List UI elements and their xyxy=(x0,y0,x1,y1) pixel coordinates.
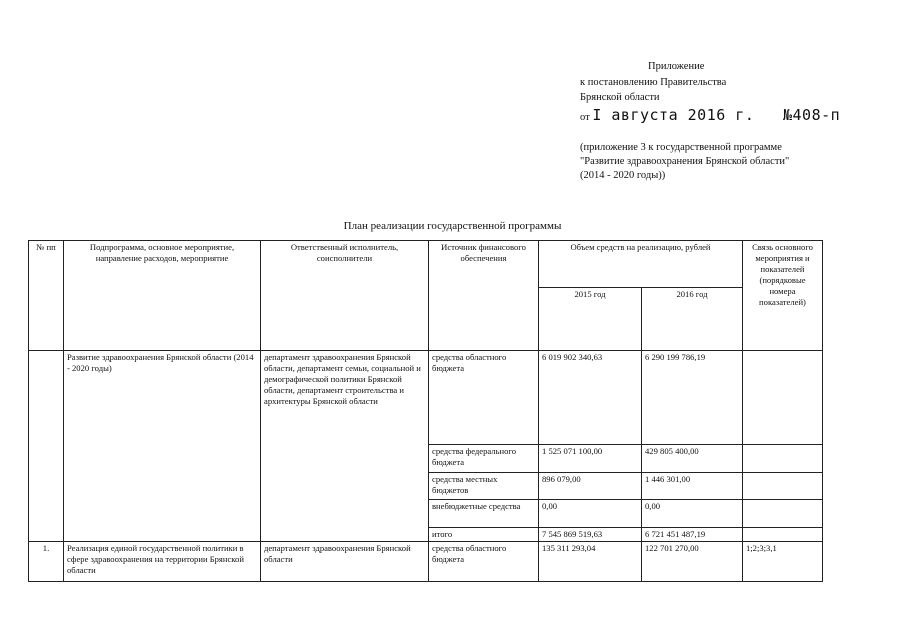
header-num: № пп xyxy=(29,241,64,351)
indicator-cell xyxy=(743,528,823,542)
amount-2016-total: 6 721 451 487,19 xyxy=(642,528,743,542)
note-line-1: (приложение 3 к государственной программе xyxy=(580,142,782,153)
amount-2015: 0,00 xyxy=(539,500,642,528)
amount-2015-total: 7 545 869 519,63 xyxy=(539,528,642,542)
header-subprogram: Подпрограмма, основное мероприятие, направление расходов, мероприятие xyxy=(64,241,261,351)
amount-2015: 135 311 293,04 xyxy=(539,542,642,582)
header-amount: Объем средств на реализацию, рублей xyxy=(539,241,743,288)
note-line-3: (2014 - 2020 годы)) xyxy=(580,170,666,181)
table-row xyxy=(29,351,823,445)
amount-2015: 1 525 071 100,00 xyxy=(539,445,642,473)
program-executor: департамент здравоохранения Брянской области, департамент семьи, социальной и демографической политики Брянской области, департамент строительства и архитектуры Брянской области xyxy=(261,351,429,542)
resolution-date: I августа 2016 г. xyxy=(592,106,755,124)
plan-table xyxy=(28,240,823,582)
program-name: Развитие здравоохранения Брянской области (2014 - 2020 годы) xyxy=(64,351,261,542)
item-name: Реализация единой государственной политики в сфере здравоохранения на территории Брянской области xyxy=(64,542,261,582)
indicator-cell: 1;2;3;3,1 xyxy=(743,542,823,582)
date-prefix: от xyxy=(580,112,590,123)
header-executor: Ответственный исполнитель, соисполнители xyxy=(261,241,429,351)
table-row xyxy=(29,542,823,582)
appendix-label: Приложение xyxy=(648,61,705,72)
resolution-date-line xyxy=(580,105,840,128)
source-cell: средства областного бюджета xyxy=(429,542,539,582)
program-num xyxy=(29,351,64,542)
amount-2016: 0,00 xyxy=(642,500,743,528)
amount-2016: 6 290 199 786,19 xyxy=(642,351,743,445)
amount-2015: 896 079,00 xyxy=(539,473,642,500)
note-line-2: "Развитие здравоохранения Брянской области" xyxy=(580,156,790,167)
item-num: 1. xyxy=(29,542,64,582)
indicator-cell xyxy=(743,351,823,445)
resolution-line: к постановлению Правительства xyxy=(580,77,727,88)
item-executor: департамент здравоохранения Брянской области xyxy=(261,542,429,582)
header-indicators: Связь основного мероприятия и показателей (порядковые номера показателей) xyxy=(743,241,823,351)
source-cell-total: итого xyxy=(429,528,539,542)
source-cell: средства федерального бюджета xyxy=(429,445,539,473)
amount-2016: 122 701 270,00 xyxy=(642,542,743,582)
header-year-2015: 2015 год xyxy=(539,288,642,351)
amount-2016: 429 805 400,00 xyxy=(642,445,743,473)
amount-2016: 1 446 301,00 xyxy=(642,473,743,500)
source-cell: средства местных бюджетов xyxy=(429,473,539,500)
indicator-cell xyxy=(743,473,823,500)
amount-2015: 6 019 902 340,63 xyxy=(539,351,642,445)
page-title: План реализации государственной программы xyxy=(343,220,562,232)
indicator-cell xyxy=(743,445,823,473)
source-cell: внебюджетные средства xyxy=(429,500,539,528)
resolution-number: №408-п xyxy=(782,106,841,124)
header-year-2016: 2016 год xyxy=(642,288,743,351)
indicator-cell xyxy=(743,500,823,528)
table-header-row xyxy=(29,241,823,288)
region-line: Брянской области xyxy=(580,92,660,103)
source-cell: средства областного бюджета xyxy=(429,351,539,445)
header-source: Источник финансового обеспечения xyxy=(429,241,539,351)
